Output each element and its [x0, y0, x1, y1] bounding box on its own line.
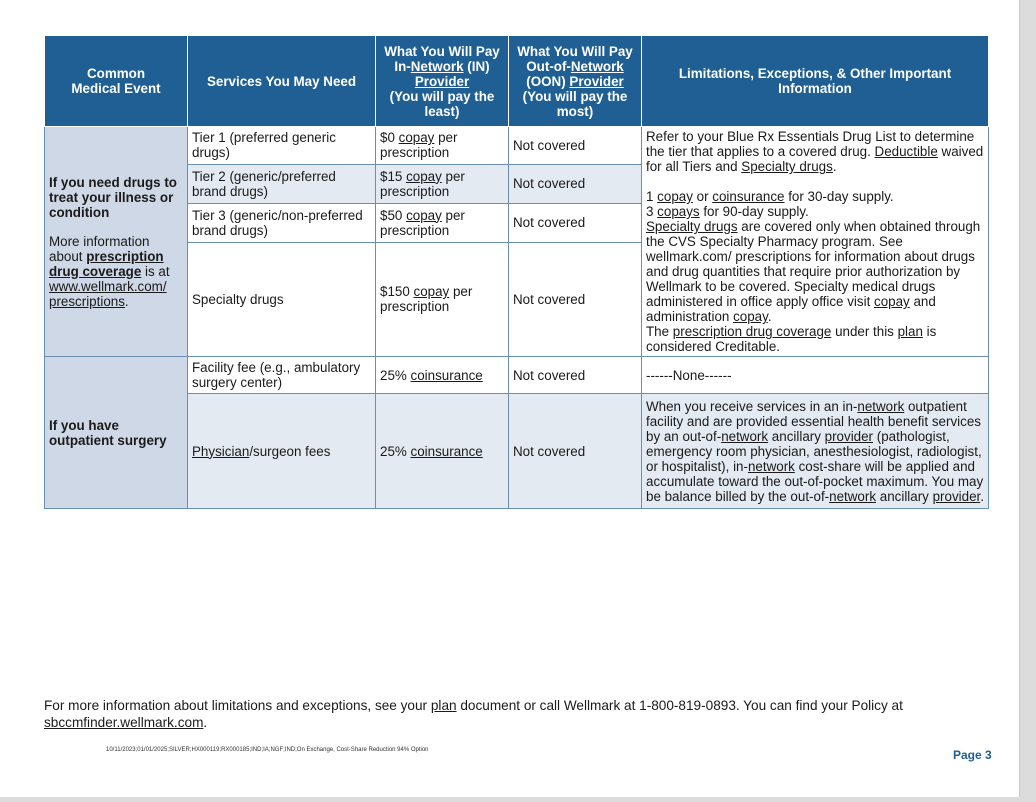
- header-services: Services You May Need: [188, 36, 376, 127]
- event-surgery: If you have outpatient surgery: [45, 357, 188, 509]
- page-number: Page 3: [953, 748, 992, 762]
- oon-specialty: Not covered: [509, 242, 642, 357]
- service-tier1: Tier 1 (preferred generic drugs): [188, 127, 376, 165]
- service-facility-fee: Facility fee (e.g., ambulatory surgery center): [188, 357, 376, 394]
- in-network-physician-fees: 25% coinsurance: [376, 394, 509, 509]
- prescription-drug-coverage-link[interactable]: prescription drug coverage: [49, 248, 164, 279]
- copay-link[interactable]: copay: [874, 294, 910, 309]
- network-link[interactable]: network: [747, 458, 795, 474]
- window-bottom-edge: [0, 797, 1036, 802]
- oon-tier3: Not covered: [509, 203, 642, 242]
- limitations-physician-fees: When you receive services in an in-network outpatient facility and are provided essential health benefit services by an out-of-network ancillary provider (pathologist, emergency room physician, anesthesiologist, radiologist, or hospitalist), in-network cost-share will be applied and accumulate toward the out-of-pocket maximum. You may be balance billed by the out-of-network ancillary provider.: [642, 394, 989, 509]
- copay-link[interactable]: copay: [398, 130, 435, 146]
- header-limitations: Limitations, Exceptions, & Other Important Information: [642, 36, 989, 127]
- limitations-facility-fee: ------None------: [642, 357, 989, 394]
- in-network-facility-fee: 25% coinsurance: [376, 357, 509, 394]
- service-specialty: Specialty drugs: [188, 242, 376, 357]
- in-network-tier2: $15 copay per prescription: [376, 164, 509, 203]
- header-common-medical-event: Common Medical Event: [45, 36, 188, 127]
- document-code: 10/11/2023;01/01/2025;SILVER;HX000119;RX000185;IND;IA;NGF;IND;On Exchange, Cost-Share Reduction 94% Option: [106, 747, 429, 753]
- copays-link[interactable]: copays: [657, 204, 700, 219]
- prescription-drug-coverage-link[interactable]: prescription drug coverage: [672, 324, 832, 339]
- in-network-specialty: $150 copay per prescription: [376, 242, 509, 357]
- plan-link[interactable]: plan: [897, 324, 923, 339]
- limitations-drugs: Refer to your Blue Rx Essentials Drug List to determine the tier that applies to a covered drug. Deductible waived for all Tiers and Specialty drugs. 1 copay or coinsurance for 30-day supply. 3 copays for 90-day supply. Specialty drugs are covered only when obtained through the CVS Specialty Pharmacy program. See wellmark.com/ prescriptions for information about drugs and drug quantities that require prior authorization by Wellmark to be covered. Specialty medical drugs administered in office apply office visit copay and administration copay. The prescription drug coverage under this plan is considered Creditable.: [642, 127, 989, 357]
- coinsurance-link[interactable]: coinsurance: [410, 443, 483, 459]
- coinsurance-link[interactable]: coinsurance: [712, 189, 785, 204]
- service-tier2: Tier 2 (generic/preferred brand drugs): [188, 164, 376, 203]
- oon-facility-fee: Not covered: [509, 357, 642, 394]
- network-link[interactable]: Network: [410, 58, 464, 74]
- wellmark-prescriptions-link[interactable]: www.wellmark.com/ prescriptions: [49, 278, 167, 309]
- service-tier3: Tier 3 (generic/non-preferred brand drugs): [188, 203, 376, 242]
- physician-link[interactable]: Physician: [192, 443, 250, 459]
- copay-link[interactable]: copay: [413, 284, 450, 300]
- network-link[interactable]: network: [857, 398, 905, 414]
- event-drugs: If you need drugs to treat your illness or condition More information about prescription drug coverage is at www.wellmark.com/ prescriptions.: [45, 127, 188, 357]
- header-out-of-network: What You Will Pay Out-of-Network (OON) Provider (You will pay the most): [509, 36, 642, 127]
- copay-link[interactable]: copay: [406, 168, 442, 184]
- network-link[interactable]: Network: [570, 58, 624, 74]
- table-row: [45, 127, 989, 165]
- footer-note: For more information about limitations and exceptions, see your plan document or call Wellmark at 1-800-819-0893. You can find your Policy at sbccmfinder.wellmark.com.: [44, 698, 903, 730]
- oon-tier2: Not covered: [509, 164, 642, 203]
- copay-link[interactable]: copay: [733, 309, 768, 324]
- service-physician-fees: Physician/surgeon fees: [188, 394, 376, 509]
- specialty-drugs-link[interactable]: Specialty drugs: [646, 219, 738, 234]
- in-network-tier1: $0 copay per prescription: [376, 127, 509, 165]
- copay-link[interactable]: copay: [406, 207, 442, 223]
- provider-link[interactable]: Provider: [569, 73, 624, 89]
- in-network-tier3: $50 copay per prescription: [376, 203, 509, 242]
- network-link[interactable]: network: [721, 428, 769, 444]
- oon-physician-fees: Not covered: [509, 394, 642, 509]
- table-row: [45, 357, 989, 394]
- window-right-edge: [1019, 0, 1036, 802]
- header-in-network: What You Will Pay In-Network (IN) Provider (You will pay the least): [376, 36, 509, 127]
- benefits-table: [44, 35, 989, 509]
- provider-link[interactable]: provider: [932, 488, 981, 504]
- table-header-row: [45, 36, 989, 127]
- specialty-drugs-link[interactable]: Specialty drugs: [741, 159, 833, 174]
- oon-tier1: Not covered: [509, 127, 642, 165]
- deductible-link[interactable]: Deductible: [874, 144, 938, 159]
- provider-link[interactable]: Provider: [414, 73, 470, 89]
- coinsurance-link[interactable]: coinsurance: [410, 367, 483, 383]
- copay-link[interactable]: copay: [657, 189, 693, 204]
- plan-link[interactable]: plan: [430, 698, 457, 713]
- network-link[interactable]: network: [829, 488, 877, 504]
- sbcfinder-link[interactable]: sbccmfinder.wellmark.com: [44, 715, 204, 730]
- provider-link[interactable]: provider: [824, 428, 874, 444]
